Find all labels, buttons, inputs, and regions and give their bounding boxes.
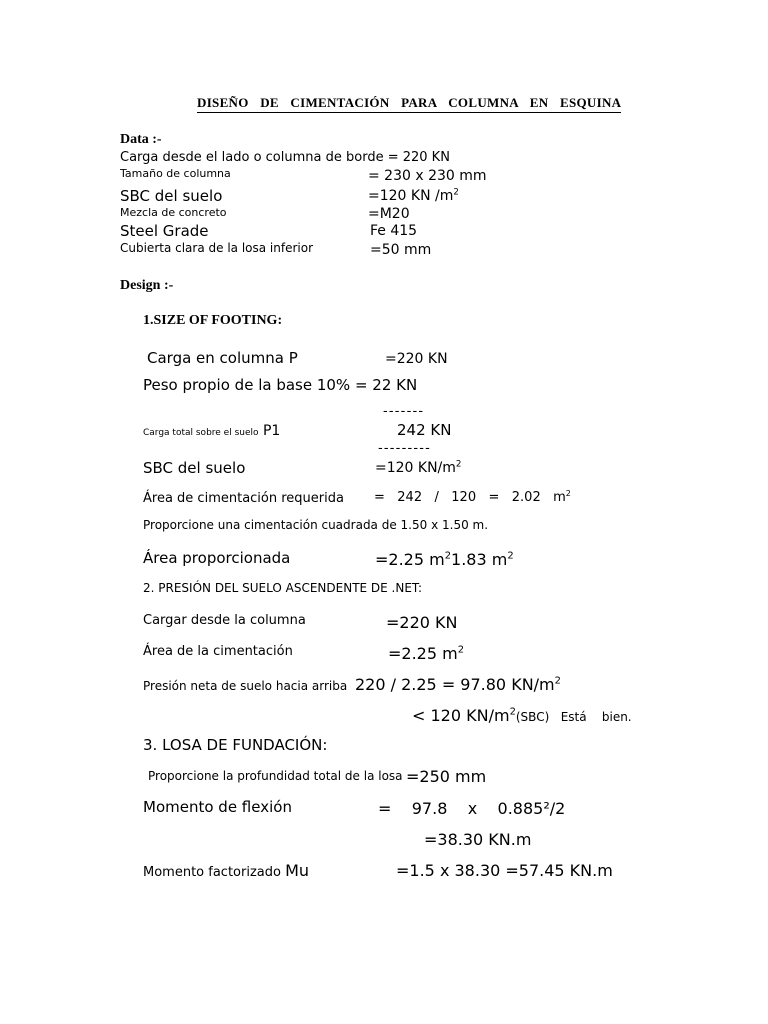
sbc-suelo-value: =120 $KN/m^2$ [375, 459, 462, 476]
data-steel-value: Fe 415 [370, 223, 418, 239]
area-cimentacion-value: =2.25 $m^2$ [388, 644, 465, 663]
data-carga-line: Carga desde el lado o columna de borde = 220 KN [120, 150, 450, 165]
section2-heading: 2. PRESIÓN DEL SUELO ASCENDENTE DE .NET: [143, 581, 422, 595]
data-tamano-value: = 230 x 230 mm [368, 168, 487, 184]
momento-flexion-label: Momento de flexión [143, 798, 292, 816]
area-cimentacion-label: Área de la cimentación [143, 644, 293, 659]
presion-neta-label: Presión neta de suelo hacia arriba [143, 679, 348, 693]
sum-divider-bottom: --------- [378, 441, 432, 456]
profundidad-value: =250 mm [406, 767, 487, 786]
carga-total-value: 242 KN [397, 421, 452, 439]
data-mezcla-label: Mezcla de concreto [120, 206, 227, 219]
momento-flexion-result: =38.30 KN.m [424, 830, 532, 849]
momento-flexion-value: = 97.8 x 0.885²/2 [378, 799, 566, 818]
cargar-columna-value: =220 KN [386, 613, 458, 632]
data-tamano-label: Tamaño de columna [120, 167, 231, 180]
data-heading: Data :- [120, 132, 162, 147]
sbc-suelo-label: SBC del suelo [143, 459, 246, 477]
peso-propio-line: Peso propio de la base 10% = 22 KN [143, 376, 418, 394]
data-mezcla-value: =M20 [368, 206, 410, 222]
momento-factorizado-value: =1.5 x 38.30 =57.45 KN.m [396, 861, 613, 880]
design-heading: Design :- [120, 278, 174, 293]
document-title: DISEÑO DE CIMENTACIÓN PARA COLUMNA EN ESQUINA [197, 96, 621, 113]
area-proporcionada-label: Área proporcionada [143, 549, 291, 567]
section3-heading: 3. LOSA DE FUNDACIÓN: [143, 736, 328, 754]
area-proporcionada-value: =2.25 $m^21.83$ $m^2$ [375, 550, 514, 569]
sum-divider-top: ------- [383, 404, 425, 419]
area-requerida-label: Área de cimentación requerida [143, 491, 344, 506]
area-requerida-value: = 242 / 120 = 2.02 $m^2$ [374, 488, 571, 505]
momento-factorizado-label: Momento factorizado Mu [143, 861, 310, 880]
carga-total-label: Carga total sobre el suelo P1 [143, 423, 281, 439]
carga-columna-label: Carga en columna P [147, 349, 298, 367]
data-sbc-value: =120 KN $/m^2$ [368, 187, 459, 204]
proporcione-line: Proporcione una cimentación cuadrada de 1.50 x 1.50 m. [143, 518, 489, 532]
carga-columna-value: =220 KN [385, 351, 448, 367]
data-steel-label: Steel Grade [120, 222, 209, 240]
profundidad-label: Proporcione la profundidad total de la losa [148, 769, 403, 783]
presion-check: < 120 $KN/m^2(SBC)$ Está bien. [412, 706, 632, 725]
section1-heading: 1.SIZE OF FOOTING: [143, 313, 283, 328]
data-sbc-label: SBC del suelo [120, 187, 223, 205]
data-cubierta-value: =50 mm [370, 242, 432, 258]
data-cubierta-label: Cubierta clara de la losa inferior [120, 241, 314, 255]
cargar-columna-label: Cargar desde la columna [143, 613, 306, 628]
presion-neta-value: 220 / 2.25 = 97.80 $KN/m^2$ [355, 675, 561, 694]
